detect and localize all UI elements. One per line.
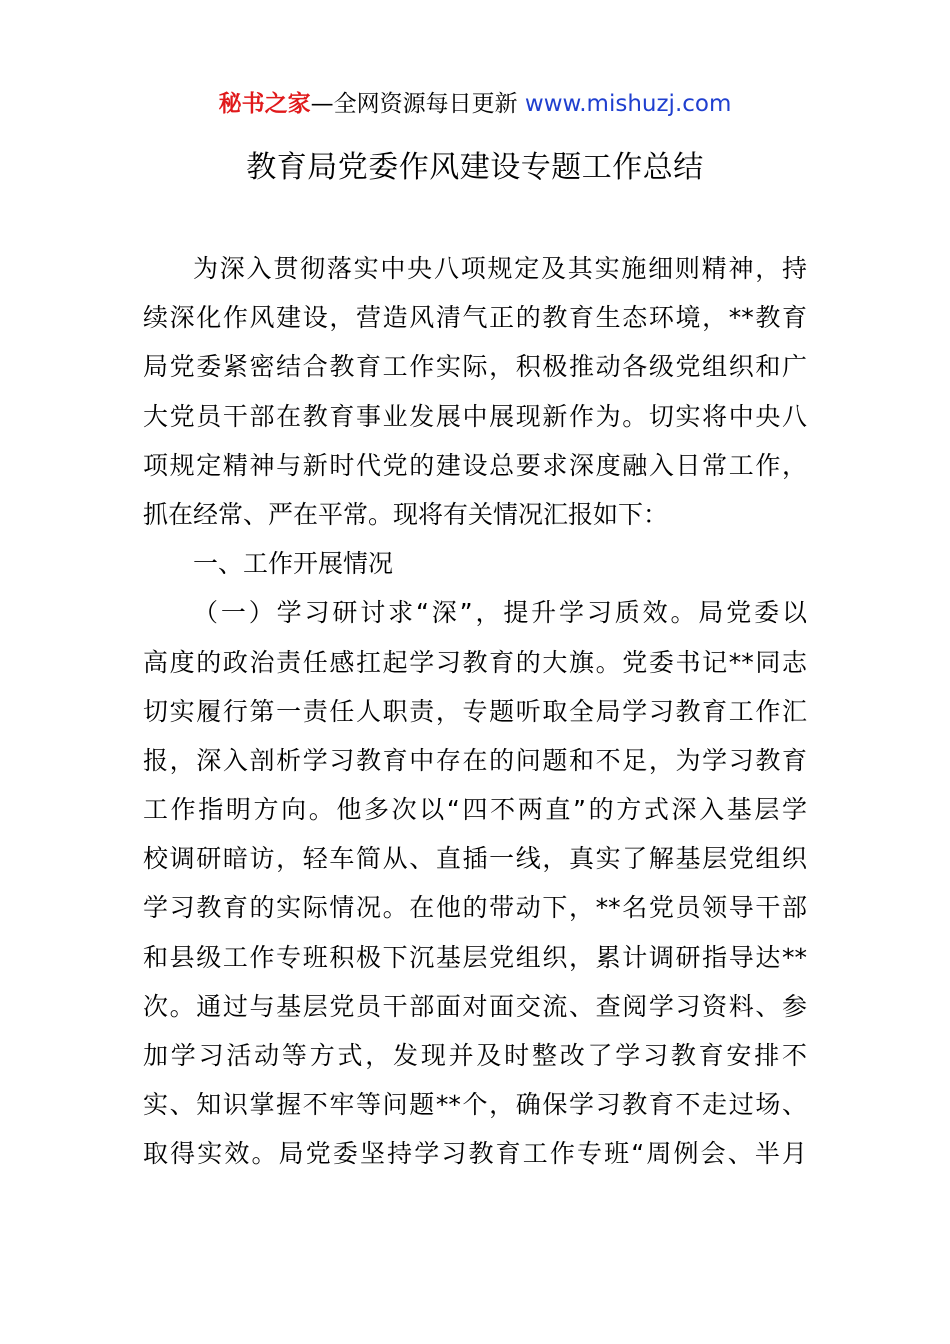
paragraph-line: 续深化作风建设，营造风清气正的教育生态环境，**教育 [143, 303, 807, 333]
paragraph-line: 工作指明方向。他多次以“四不两直”的方式深入基层学 [143, 795, 807, 825]
paragraph-line: 和县级工作专班积极下沉基层党组织，累计调研指导达** [143, 942, 807, 972]
paragraph-line: 大党员干部在教育事业发展中展现新作为。切实将中央八 [143, 401, 807, 431]
paragraph-line: 取得实效。局党委坚持学习教育工作专班“周例会、半月 [143, 1139, 807, 1169]
paragraph-line: 切实履行第一责任人职责，专题听取全局学习教育工作汇 [143, 696, 807, 726]
paragraph-line: 报，深入剖析学习教育中存在的问题和不足，为学习教育 [143, 745, 807, 775]
site-slogan: —全网资源每日更新 [310, 91, 518, 117]
paragraph-line: （一）学习研讨求“深”，提升学习质效。局党委以 [193, 598, 807, 628]
site-brand: 秘书之家 [218, 91, 311, 117]
document-title: 教育局党委作风建设专题工作总结 [246, 150, 704, 185]
section-heading: 一、工作开展情况 [193, 549, 394, 579]
document-body [143, 244, 807, 1179]
paragraph-line: 抓在经常、严在平常。现将有关情况汇报如下： [143, 499, 669, 529]
site-url-link[interactable]: www.mishuzj.com [524, 91, 732, 117]
site-header [0, 88, 950, 120]
paragraph-line: 项规定精神与新时代党的建设总要求深度融入日常工作， [143, 450, 807, 480]
paragraph-line: 为深入贯彻落实中央八项规定及其实施细则精神，持 [193, 254, 807, 283]
paragraph-line: 高度的政治责任感扛起学习教育的大旗。党委书记**同志 [143, 647, 807, 677]
paragraph-line: 实、知识掌握不牢等问题**个，确保学习教育不走过场、 [143, 1090, 807, 1120]
paragraph-line: 次。通过与基层党员干部面对面交流、查阅学习资料、参 [143, 991, 807, 1021]
paragraph-line: 加学习活动等方式，发现并及时整改了学习教育安排不 [143, 1041, 807, 1070]
paragraph-line: 局党委紧密结合教育工作实际，积极推动各级党组织和广 [143, 352, 807, 382]
paragraph-line: 校调研暗访，轻车简从、直插一线，真实了解基层党组织 [143, 844, 807, 874]
paragraph-line: 学习教育的实际情况。在他的带动下，**名党员领导干部 [143, 893, 807, 923]
